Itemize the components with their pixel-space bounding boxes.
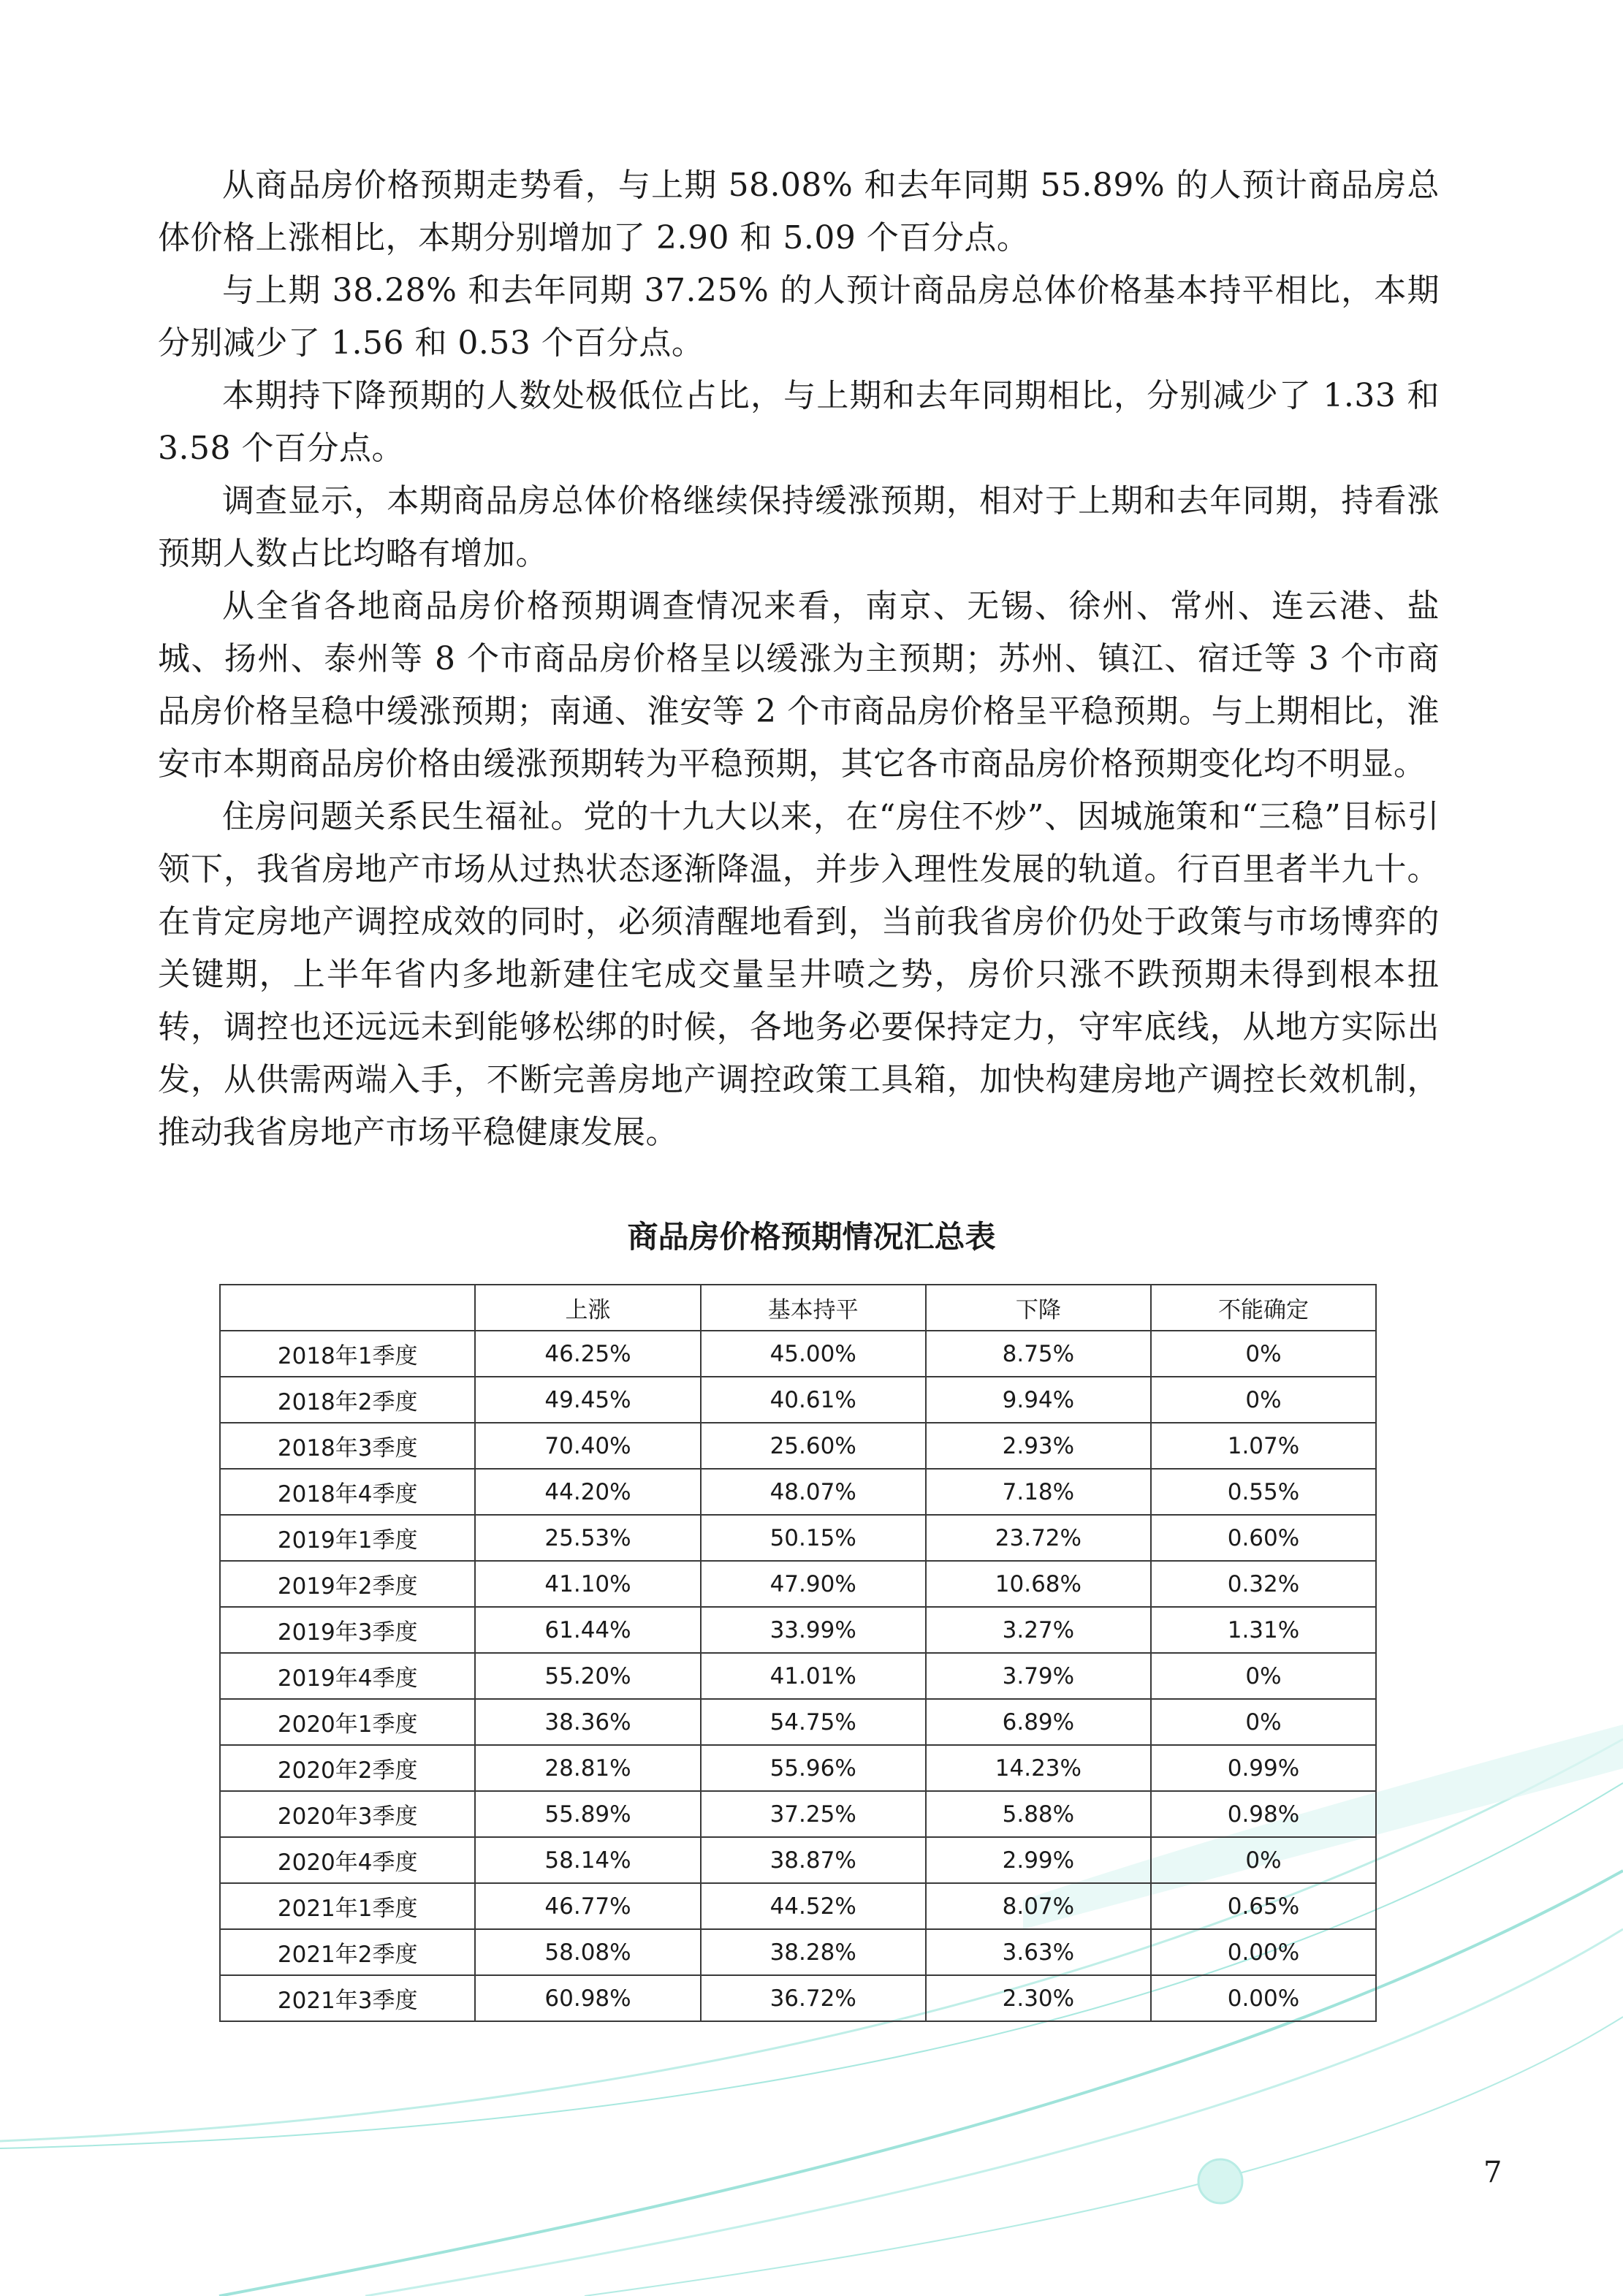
- value-cell: 2.99%: [926, 1837, 1151, 1883]
- value-cell: 3.79%: [926, 1653, 1151, 1699]
- table-row: [220, 1929, 1376, 1975]
- quarter-cell: 2020年3季度: [220, 1791, 475, 1837]
- paragraph: 调查显示，本期商品房总体价格继续保持缓涨预期，相对于上期和去年同期，持看涨预期人数占比均略有增加。: [158, 482, 1440, 572]
- value-cell: 48.07%: [701, 1469, 926, 1515]
- value-cell: 0.00%: [1151, 1975, 1376, 2021]
- value-cell: 46.25%: [475, 1331, 700, 1377]
- quarter-cell: 2020年1季度: [220, 1699, 475, 1745]
- value-cell: 44.20%: [475, 1469, 700, 1515]
- page-number: 7: [1483, 2156, 1502, 2189]
- quarter-cell: 2020年4季度: [220, 1837, 475, 1883]
- value-cell: 60.98%: [475, 1975, 700, 2021]
- value-cell: 0%: [1151, 1653, 1376, 1699]
- value-cell: 8.75%: [926, 1331, 1151, 1377]
- value-cell: 55.96%: [701, 1745, 926, 1791]
- value-cell: 28.81%: [475, 1745, 700, 1791]
- table-row: [220, 1975, 1376, 2021]
- value-cell: 49.45%: [475, 1377, 700, 1423]
- table-row: [220, 1515, 1376, 1561]
- table-row: [220, 1745, 1376, 1791]
- value-cell: 58.08%: [475, 1929, 700, 1975]
- quarter-cell: 2021年2季度: [220, 1929, 475, 1975]
- quarter-cell: 2018年1季度: [220, 1331, 475, 1377]
- value-cell: 58.14%: [475, 1837, 700, 1883]
- value-cell: 0%: [1151, 1377, 1376, 1423]
- value-cell: 1.31%: [1151, 1607, 1376, 1653]
- table-row: [220, 1607, 1376, 1653]
- value-cell: 38.87%: [701, 1837, 926, 1883]
- article-body: [158, 159, 1440, 1159]
- quarter-cell: 2019年2季度: [220, 1561, 475, 1607]
- value-cell: 9.94%: [926, 1377, 1151, 1423]
- value-cell: 0.60%: [1151, 1515, 1376, 1561]
- value-cell: 0.65%: [1151, 1883, 1376, 1929]
- value-cell: 3.63%: [926, 1929, 1151, 1975]
- value-cell: 0.00%: [1151, 1929, 1376, 1975]
- value-cell: 14.23%: [926, 1745, 1151, 1791]
- table-header-row: [220, 1285, 1376, 1331]
- value-cell: 23.72%: [926, 1515, 1151, 1561]
- value-cell: 54.75%: [701, 1699, 926, 1745]
- paragraph: 本期持下降预期的人数处极低位占比，与上期和去年同期相比，分别减少了 1.33 和 3.58 个百分点。: [158, 377, 1440, 467]
- value-cell: 41.01%: [701, 1653, 926, 1699]
- value-cell: 25.53%: [475, 1515, 700, 1561]
- table-row: [220, 1791, 1376, 1837]
- value-cell: 2.93%: [926, 1423, 1151, 1469]
- value-cell: 3.27%: [926, 1607, 1151, 1653]
- table-row: [220, 1469, 1376, 1515]
- value-cell: 37.25%: [701, 1791, 926, 1837]
- decorative-orb: [1198, 2159, 1242, 2203]
- value-cell: 2.30%: [926, 1975, 1151, 2021]
- value-cell: 0%: [1151, 1837, 1376, 1883]
- paragraph: 从商品房价格预期走势看，与上期 58.08% 和去年同期 55.89% 的人预计商品房总体价格上涨相比，本期分别增加了 2.90 和 5.09 个百分点。: [158, 167, 1440, 256]
- paragraph: 从全省各地商品房价格预期调查情况来看，南京、无锡、徐州、常州、连云港、盐城、扬州、泰州等 8 个市商品房价格呈以缓涨为主预期；苏州、镇江、宿迁等 3 个市商品房价格呈稳中缓涨预期；南通、淮安等 2 个市商品房价格呈平稳预期。与上期相比，淮安市本期商品房价格由缓涨预期转为平稳预期，其它各市商品房价格预期变化均不明显。: [158, 588, 1440, 783]
- value-cell: 38.36%: [475, 1699, 700, 1745]
- value-cell: 55.89%: [475, 1791, 700, 1837]
- value-cell: 1.07%: [1151, 1423, 1376, 1469]
- value-cell: 41.10%: [475, 1561, 700, 1607]
- value-cell: 46.77%: [475, 1883, 700, 1929]
- quarter-cell: 2021年3季度: [220, 1975, 475, 2021]
- price-expectation-table: [219, 1284, 1377, 2022]
- value-cell: 50.15%: [701, 1515, 926, 1561]
- paragraph: 与上期 38.28% 和去年同期 37.25% 的人预计商品房总体价格基本持平相比，本期分别减少了 1.56 和 0.53 个百分点。: [158, 272, 1440, 362]
- quarter-cell: 2018年2季度: [220, 1377, 475, 1423]
- wave-line: [585, 2017, 1623, 2296]
- value-cell: 44.52%: [701, 1883, 926, 1929]
- value-cell: 6.89%: [926, 1699, 1151, 1745]
- table-row: [220, 1699, 1376, 1745]
- value-cell: 25.60%: [701, 1423, 926, 1469]
- value-cell: 7.18%: [926, 1469, 1151, 1515]
- value-cell: 0.98%: [1151, 1791, 1376, 1837]
- table-row: [220, 1331, 1376, 1377]
- value-cell: 40.61%: [701, 1377, 926, 1423]
- value-cell: 8.07%: [926, 1883, 1151, 1929]
- table-body: [220, 1331, 1376, 2021]
- value-cell: 0.99%: [1151, 1745, 1376, 1791]
- header-cell: 下降: [926, 1285, 1151, 1331]
- value-cell: 61.44%: [475, 1607, 700, 1653]
- value-cell: 33.99%: [701, 1607, 926, 1653]
- value-cell: 55.20%: [475, 1653, 700, 1699]
- table-row: [220, 1423, 1376, 1469]
- value-cell: 70.40%: [475, 1423, 700, 1469]
- table-row: [220, 1377, 1376, 1423]
- value-cell: 47.90%: [701, 1561, 926, 1607]
- header-cell: 基本持平: [701, 1285, 926, 1331]
- quarter-cell: 2019年1季度: [220, 1515, 475, 1561]
- quarter-cell: 2018年4季度: [220, 1469, 475, 1515]
- quarter-cell: 2018年3季度: [220, 1423, 475, 1469]
- table-title: 商品房价格预期情况汇总表: [627, 1219, 996, 1255]
- header-cell: [220, 1285, 475, 1331]
- value-cell: 45.00%: [701, 1331, 926, 1377]
- table-row: [220, 1883, 1376, 1929]
- quarter-cell: 2019年3季度: [220, 1607, 475, 1653]
- value-cell: 0%: [1151, 1331, 1376, 1377]
- quarter-cell: 2020年2季度: [220, 1745, 475, 1791]
- paragraph: 住房问题关系民生福祉。党的十九大以来，在“房住不炒”、因城施策和“三稳”目标引领下，我省房地产市场从过热状态逐渐降温，并步入理性发展的轨道。行百里者半九十。在肯定房地产调控成效的同时，必须清醒地看到，当前我省房价仍处于政策与市场博弈的关键期，上半年省内多地新建住宅成交量呈井喷之势，房价只涨不跌预期未得到根本扭转，调控也还远远未到能够松绑的时候，各地务必要保持定力，守牢底线，从地方实际出发，从供需两端入手，不断完善房地产调控政策工具箱，加快构建房地产调控长效机制，推动我省房地产市场平稳健康发展。: [158, 798, 1440, 1151]
- quarter-cell: 2021年1季度: [220, 1883, 475, 1929]
- value-cell: 38.28%: [701, 1929, 926, 1975]
- header-cell: 不能确定: [1151, 1285, 1376, 1331]
- value-cell: 36.72%: [701, 1975, 926, 2021]
- value-cell: 0.55%: [1151, 1469, 1376, 1515]
- value-cell: 0%: [1151, 1699, 1376, 1745]
- table-row: [220, 1653, 1376, 1699]
- value-cell: 10.68%: [926, 1561, 1151, 1607]
- quarter-cell: 2019年4季度: [220, 1653, 475, 1699]
- header-cell: 上涨: [475, 1285, 700, 1331]
- value-cell: 0.32%: [1151, 1561, 1376, 1607]
- table-row: [220, 1837, 1376, 1883]
- table-row: [220, 1561, 1376, 1607]
- value-cell: 5.88%: [926, 1791, 1151, 1837]
